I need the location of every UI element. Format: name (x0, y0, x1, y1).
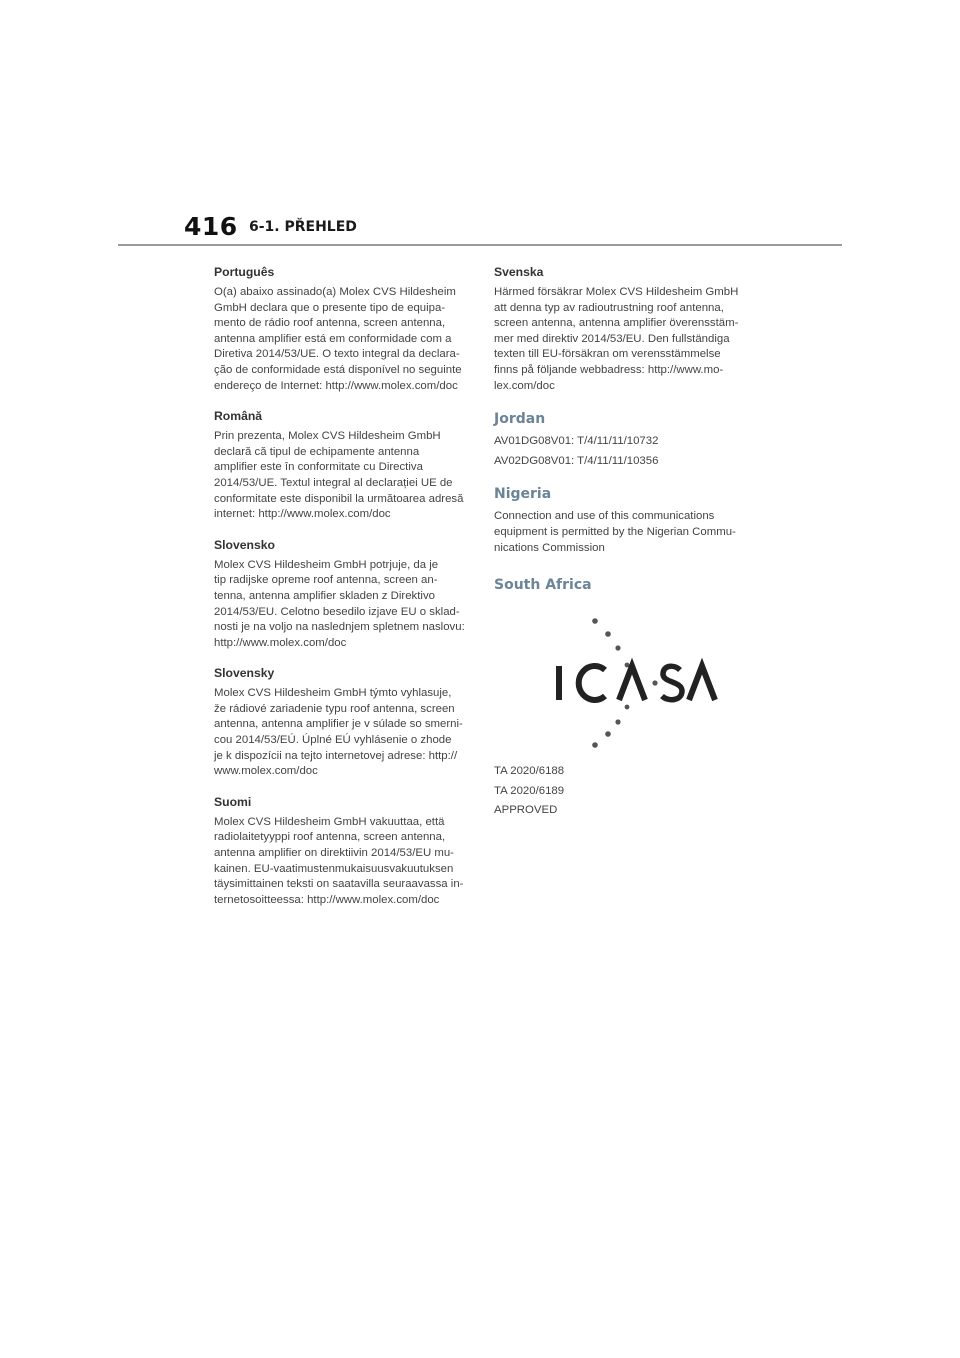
logo-letter-a (619, 666, 645, 700)
section-heading: Română (214, 409, 263, 424)
text-line: internet: http://www.molex.com/doc (214, 508, 391, 521)
section-heading: Suomi (214, 794, 252, 809)
text-line: Prin prezenta, Molex CVS Hildesheim GmbH (214, 430, 441, 443)
text-line: mer med direktiv 2014/53/EU. Den fullständiga (494, 332, 730, 345)
section-svenska (494, 264, 748, 394)
icasa-logo (494, 602, 734, 752)
text-line: declară că tipul de echipamente antenna (214, 445, 420, 458)
right-column (494, 264, 748, 823)
left-column (214, 264, 470, 922)
heading-jordan: Jordan (494, 411, 546, 428)
text-line: http://www.molex.com/doc (214, 636, 347, 649)
page-header (0, 0, 960, 250)
text-line: täysimittainen teksti on saatavilla seuraavassa in- (214, 878, 464, 891)
logo-dot (625, 705, 630, 710)
text-line: O(a) abaixo assinado(a) Molex CVS Hildesheim (214, 286, 456, 298)
section-suomi (214, 794, 470, 909)
text-line: je k dispozícii na tejto internetovej adrese: http:// (214, 749, 458, 762)
text-line: Diretiva 2014/53/UE. O texto integral da declara- (214, 348, 460, 361)
logo-dot (605, 731, 611, 737)
logo-letter-a (689, 666, 715, 700)
text-line: antenna, antenna amplifier je v súlade so smerni- (214, 718, 463, 731)
logo-dot (592, 618, 598, 624)
text-line: Molex CVS Hildesheim GmbH vakuuttaa, että (214, 815, 445, 828)
section-title: 6-1. PŘEHLED (249, 219, 357, 235)
page-number: 416 (184, 212, 238, 241)
text-line: 2014/53/EU. Celotno besedilo izjave EU o sklad- (214, 605, 460, 618)
text-line: 2014/53/UE. Textul integral al declarației UE de (214, 476, 453, 489)
section-body (214, 815, 470, 909)
text-line: equipment is permitted by the Nigerian Commu- (494, 525, 736, 538)
heading-nigeria: Nigeria (494, 486, 552, 503)
south-africa-ta-1: TA 2020/6188 (494, 765, 565, 778)
south-africa-approved: APPROVED (494, 804, 558, 817)
text-line: mento de rádio roof antenna, screen antenna, (214, 317, 446, 330)
text-line: ção de conformidade está disponível no seguinte (214, 363, 462, 376)
nigeria-text (494, 509, 748, 556)
text-line: finns på följande webbadress: http://www.mo- (494, 363, 724, 376)
logo-dot (652, 681, 657, 686)
logo-dot (615, 720, 620, 725)
logo-dot (592, 742, 598, 748)
text-line: amplifier este în conformitate cu Directiva (214, 461, 423, 474)
heading-south-africa: South Africa (494, 577, 592, 594)
section-heading: Slovensko (214, 537, 275, 552)
logo-dot (615, 646, 620, 651)
text-line: www.molex.com/doc (214, 765, 318, 778)
jordan-approval-1: AV01DG08V01: T/4/11/11/10732 (494, 435, 659, 448)
south-africa-ta-2: TA 2020/6189 (494, 784, 565, 797)
text-line: antenna amplifier está em conformidade com a (214, 332, 452, 345)
section-heading: Svenska (494, 265, 544, 279)
icasa-logo-graphic (494, 602, 734, 752)
text-line: Molex CVS Hildesheim GmbH týmto vyhlasuje, (214, 687, 452, 700)
text-line: ternetosoitteessa: http://www.molex.com/doc (214, 893, 440, 906)
text-line: lex.com/doc (494, 379, 555, 392)
section-slovensky (214, 665, 470, 780)
text-line: radiolaitetyyppi roof antenna, screen antenna, (214, 831, 446, 844)
logo-letter-s (662, 666, 682, 699)
section-portugues (214, 264, 470, 394)
section-body (494, 285, 748, 394)
section-slovensko (214, 537, 470, 652)
jordan-approval-2: AV02DG08V01: T/4/11/11/10356 (494, 454, 659, 467)
section-heading: Português (214, 265, 275, 279)
text-line: GmbH declara que o presente tipo de equipa- (214, 301, 446, 314)
header-divider (118, 244, 842, 246)
text-line: kainen. EU-vaatimustenmukaisuusvakuutuksen (214, 862, 454, 875)
text-line: Molex CVS Hildesheim GmbH potrjuje, da je (214, 558, 439, 571)
text-line: cou 2014/53/EÚ. Úplné EÚ vyhlásenie o zhode (214, 734, 452, 747)
logo-letter-i (556, 666, 562, 700)
text-line: texten till EU-försäkran om verensstämmelse (494, 348, 721, 361)
section-romana (214, 408, 470, 523)
logo-dot (605, 631, 611, 637)
text-line: nosti je na voljo na naslednjem spletnem naslovu: (214, 621, 465, 634)
text-line: tip radijske opreme roof antenna, screen an- (214, 574, 438, 587)
text-line: att denna typ av radioutrustning roof antenna, (494, 301, 724, 314)
section-body (214, 429, 470, 523)
text-line: screen antenna, antenna amplifier överensstäm- (494, 317, 739, 330)
section-body (214, 686, 470, 780)
text-line: endereço de Internet: http://www.molex.com/doc (214, 379, 458, 392)
section-heading: Slovensky (214, 666, 275, 681)
section-body (214, 285, 470, 394)
text-line: antenna amplifier on direktiivin 2014/53/EU mu- (214, 847, 454, 860)
text-line: conformitate este disponibil la următoarea adresă (214, 492, 464, 505)
logo-letter-c (579, 666, 605, 700)
text-line: že rádiové zariadenie typu roof antenna, screen (214, 702, 455, 715)
text-line: Connection and use of this communications (494, 510, 715, 523)
text-line: Härmed försäkrar Molex CVS Hildesheim GmbH (494, 286, 739, 298)
text-line: nications Commission (494, 541, 605, 554)
section-body (214, 558, 470, 652)
text-line: tenna, antenna amplifier skladen z Direktivo (214, 589, 435, 602)
